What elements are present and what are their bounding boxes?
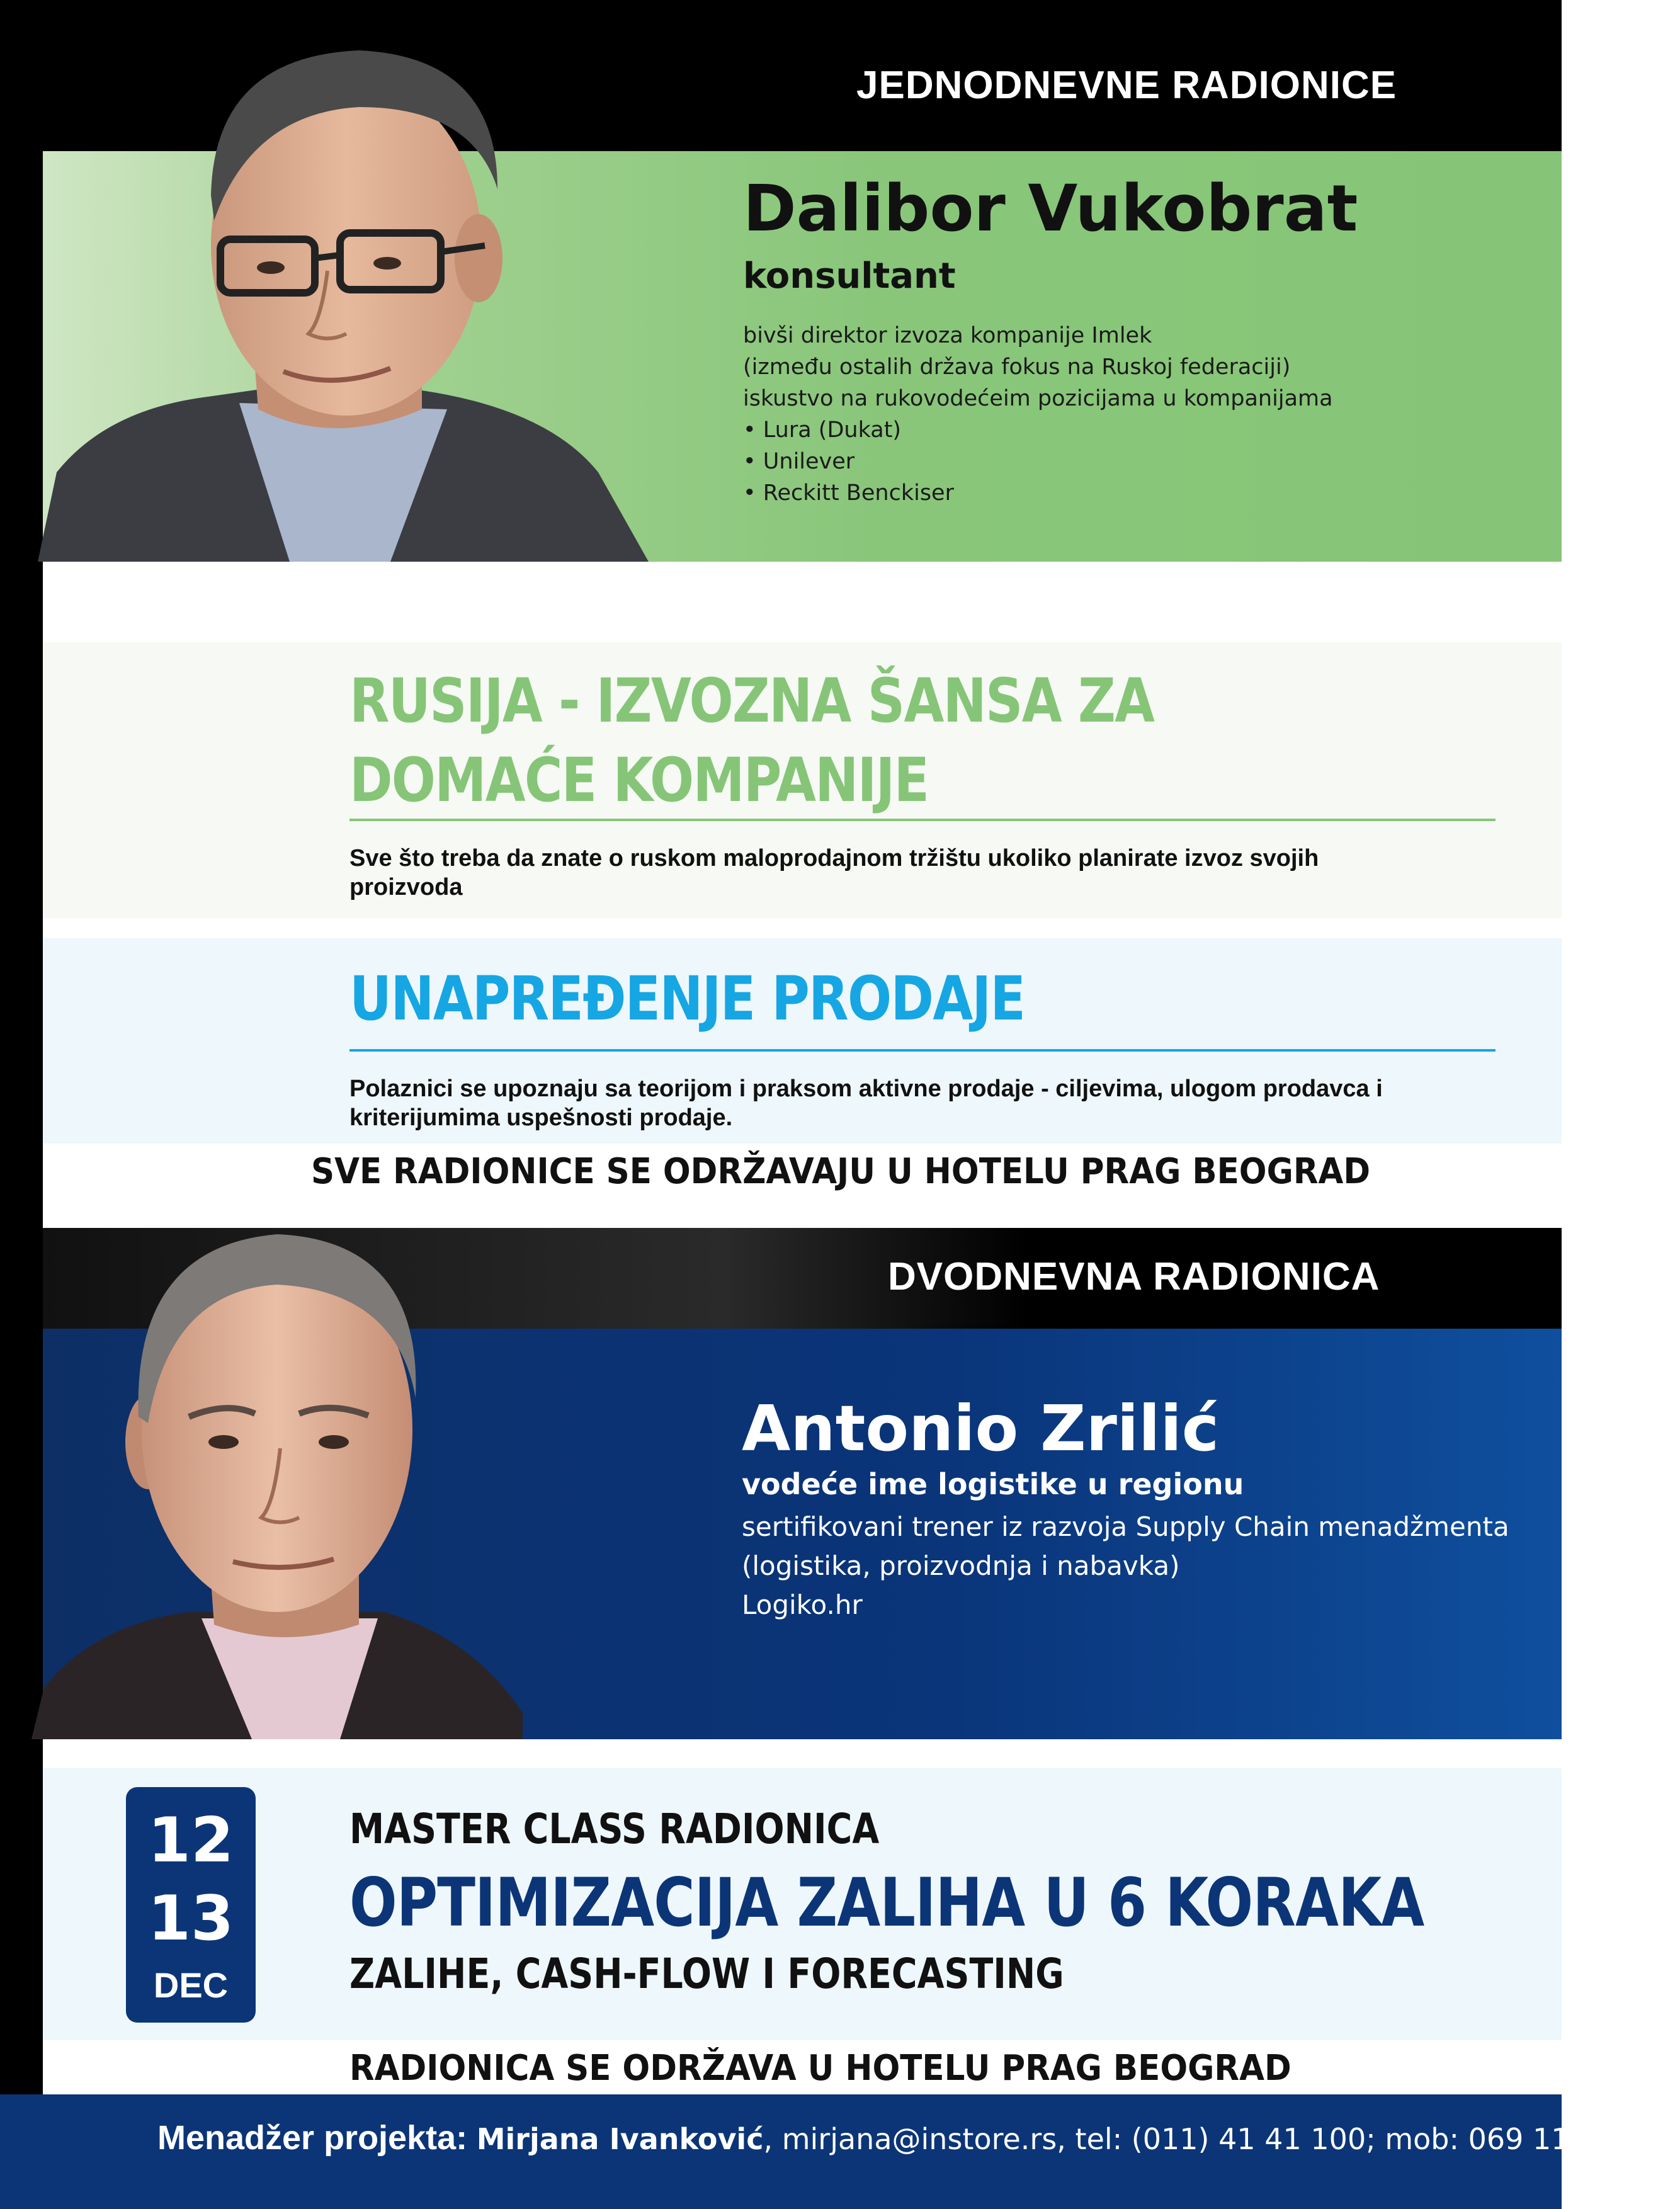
speaker2-bio [742,1508,1509,1625]
footer-contact [157,2118,1680,2157]
speaker2-bio-line: sertifikovani trener iz razvoja Supply Chain menadžmenta [742,1511,1509,1542]
masterclass-title: OPTIMIZACIJA ZALIHA U 6 KORAKA [349,1864,1424,1941]
footer-contact-details: , mirjana@instore.rs, tel: (011) 41 41 100; mob: 069 11 22 460 [763,2122,1680,2156]
speaker1-bio-line: • Unilever [743,449,855,474]
speaker1-bio-line: iskustvo na rukovodećeim pozicijama u kompanijama [743,386,1333,411]
speaker1-bio-line: • Lura (Dukat) [743,417,902,443]
speaker2-bio-line: (logistika, proizvodnja i nabavka) [742,1550,1180,1581]
date-day-end: 13 [147,1883,234,1955]
speaker2-name: Antonio Zrilić [742,1392,1220,1465]
speaker2-bio-line: Logiko.hr [742,1589,863,1620]
venue-note-workshops: SVE RADIONICE SE ODRŽAVAJU U HOTELU PRAG BEOGRAD [311,1151,1371,1192]
workshop2-description: Polaznici se upoznaju sa teorijom i praksom aktivne prodaje - ciljevima, ulogom prodavca i kriterijumima uspešnosti prodaje. [349,1076,1383,1131]
speaker1-role: konsultant [743,256,956,297]
speaker2-role: vodeće ime logistike u regionu [742,1467,1244,1501]
workshop2-divider [349,1049,1496,1052]
workshop2-title: UNAPREĐENJE PRODAJE [349,963,1025,1034]
date-day-start: 12 [147,1805,234,1877]
workshop1-description: Sve što treba da znate o ruskom maloprodajnom tržištu ukoliko planirate izvoz svojih proizvoda [349,845,1319,900]
workshop1-title-line2: DOMAĆE KOMPANIJE [349,745,929,815]
speaker1-bio [743,320,1333,509]
workshop1-title-line1: RUSIJA - IZVOZNA ŠANSA ZA [349,666,1154,736]
footer-manager-name: Mirjana Ivanković [476,2122,764,2156]
date-badge [126,1787,256,2023]
masterclass-label: MASTER CLASS RADIONICA [349,1805,880,1853]
speaker1-name: Dalibor Vukobrat [743,171,1358,246]
venue-note-masterclass: RADIONICA SE ODRŽAVA U HOTELU PRAG BEOGRAD [349,2048,1291,2089]
speaker2-photo [44,1209,523,1739]
speaker1-bio-line: • Reckitt Benckiser [743,480,954,506]
header2-label: DVODNEVNA RADIONICA [888,1255,1380,1298]
date-month: DEC [153,1965,229,2005]
left-edge-strip [0,0,43,2209]
workshop1-divider [349,819,1496,821]
footer-label: Menadžer projekta: [157,2119,468,2157]
speaker1-photo [94,31,661,562]
speaker1-bio-line: (između ostalih država fokus na Ruskoj federaciji) [743,355,1291,380]
masterclass-subtitle: ZALIHE, CASH-FLOW I FORECASTING [349,1950,1064,1998]
workshop1-title [349,661,1154,820]
header1-label: JEDNODNEVNE RADIONICE [856,64,1397,107]
speaker1-bio-line: bivši direktor izvoza kompanije Imlek [743,323,1152,348]
